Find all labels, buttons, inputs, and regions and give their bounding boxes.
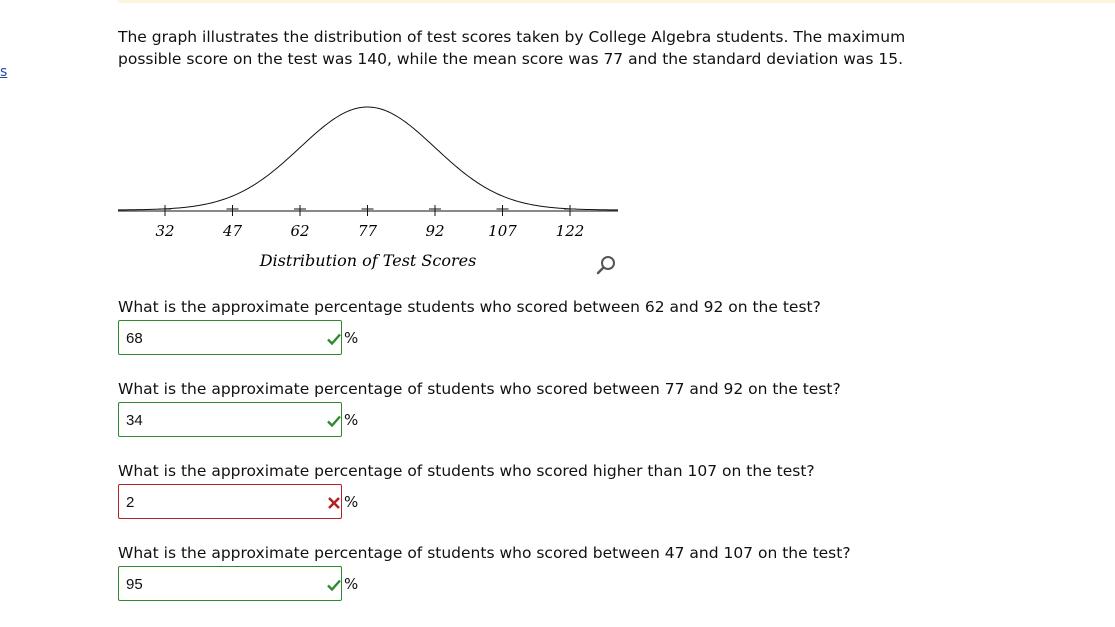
answer-input-3[interactable]: 2	[118, 484, 342, 519]
answer-input-2[interactable]: 34	[118, 402, 342, 437]
question-3: What is the approximate percentage of students who scored higher than 107 on the test?	[118, 462, 815, 480]
question-4: What is the approximate percentage of students who scored between 47 and 107 on the test?	[118, 544, 851, 562]
check-icon	[326, 413, 342, 429]
tick-label: 92	[425, 222, 445, 240]
tick-labels	[155, 222, 584, 240]
top-banner-strip	[118, 0, 1115, 3]
question-2: What is the approximate percentage of students who scored between 77 and 92 on the test?	[118, 380, 841, 398]
tick-label: 77	[357, 222, 378, 240]
percent-unit: %	[344, 411, 359, 429]
tick-label: 32	[155, 222, 175, 240]
tick-label: 122	[555, 222, 585, 240]
percent-unit: %	[344, 493, 359, 511]
tick-label: 47	[222, 222, 243, 240]
question-1: What is the approximate percentage students who scored between 62 and 92 on the test?	[118, 298, 821, 316]
answer-row-1	[118, 320, 378, 357]
answer-row-2	[118, 402, 378, 439]
problem-intro	[118, 26, 998, 70]
normal-distribution-graph	[112, 96, 627, 271]
answer-input-4[interactable]: 95	[118, 566, 342, 601]
cross-icon	[326, 495, 342, 511]
answer-row-3	[118, 484, 378, 521]
tick-label: 62	[290, 222, 310, 240]
bell-curve	[118, 107, 618, 210]
percent-unit: %	[344, 329, 359, 347]
answer-row-4	[118, 566, 378, 603]
percent-unit: %	[344, 575, 359, 593]
tick-label: 107	[488, 222, 517, 240]
intro-line-2: possible score on the test was 140, while the mean score was 77 and the standard deviation was 15.	[118, 50, 904, 68]
check-icon	[326, 331, 342, 347]
intro-line-1: The graph illustrates the distribution of test scores taken by College Algebra students. The maximum	[118, 28, 906, 46]
axis-label: Distribution of Test Scores	[259, 251, 477, 270]
left-edge-link-fragment[interactable]: s	[0, 64, 8, 80]
answer-input-1[interactable]: 68	[118, 320, 342, 355]
check-icon	[326, 577, 342, 593]
magnifier-icon[interactable]	[596, 254, 618, 276]
